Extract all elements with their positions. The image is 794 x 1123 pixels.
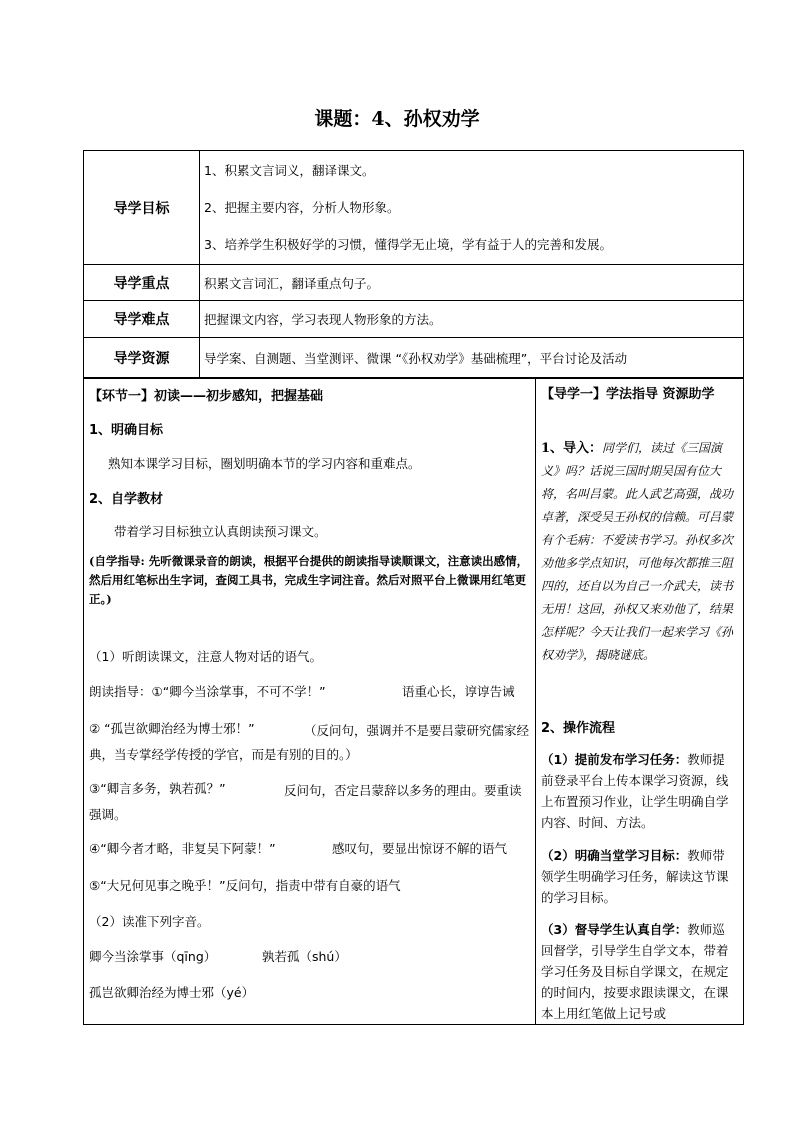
task-pronounce: （2）读准下列字音。 xyxy=(89,914,210,929)
section-title: 【环节一】初读——初步感知，把握基础 xyxy=(89,389,324,404)
focus-content: 积累文言词汇，翻译重点句子。 xyxy=(200,265,744,301)
reading-guide-1: 朗读指导：①“卿今当涂掌事，不可不学！” xyxy=(89,684,326,699)
goal-line-2: 2、把握主要内容，分析人物形象。 xyxy=(204,200,400,215)
step-2-text: 教师带领学生明确学习任务，解读这节课的学习目标。 xyxy=(541,848,729,905)
goal-line-3: 3、培养学生积极好学的习惯，懂得学无止境，学有益于人的完善和发展。 xyxy=(204,237,612,252)
step-3-title: （3）督导学生认真自学： xyxy=(541,922,688,937)
pinyin-2: 孰若孤（shú） xyxy=(262,949,347,964)
focus-label: 导学重点 xyxy=(84,265,200,301)
reading-guide-2-note: （反问句，强调并不是要吕蒙研究儒家经典，当专掌经学传授的学官，而是有别的目的。） xyxy=(89,723,530,762)
step-2 xyxy=(541,845,737,908)
step-3-text: 教师巡回督学，引导学生自学文本，带着学习任务及目标自学课文，在规定的时间内，按要求跟读课文，在课本上用红笔做上记号或 xyxy=(541,922,729,1021)
difficulty-row xyxy=(84,301,744,338)
reading-guide-4: ④“卿今者才略，非复吴下阿蒙！” xyxy=(89,841,276,856)
difficulty-label: 导学难点 xyxy=(84,301,200,338)
focus-row xyxy=(84,265,744,301)
resources-content: 导学案、自测题、当堂测评、微课 “《孙权劝学》基础梳理”，平台讨论及活动 xyxy=(200,338,744,378)
step-1 xyxy=(541,749,737,833)
reading-guide-3-note: 反问句，否定吕蒙辞以多务的理由。要重读强调。 xyxy=(89,783,522,822)
left-column xyxy=(84,379,536,1024)
process-heading: 2、操作流程 xyxy=(541,721,616,736)
goal-content xyxy=(200,151,744,265)
difficulty-content: 把握课文内容，学习表现人物形象的方法。 xyxy=(200,301,744,338)
pinyin-3: 孤岂欲卿治经为博士邪（yé） xyxy=(89,985,255,1000)
heading-selfstudy: 2、自学教材 xyxy=(89,492,164,507)
step-3 xyxy=(541,919,737,1024)
resources-label: 导学资源 xyxy=(84,338,200,378)
intro-heading: 1、导入： xyxy=(541,441,603,456)
reading-guide-3: ③“卿言多务，孰若孤？” xyxy=(89,781,226,796)
info-table xyxy=(83,150,744,378)
intro-text: 同学们，读过《三国演义》吗？话说三国时期吴国有位大将，名叫吕蒙。此人武艺高强，战功卓著，深受吴王孙权的信赖。可吕蒙有个毛病：不爱读书学习。孙权多次劝他多学点知识，可他每次都推三阻四的，还自以为自己一介武夫，读书无用！这回，孙权又来劝他了，结果怎样呢？今天让我们一起来学习《孙权劝学》，揭晓谜底。 xyxy=(541,441,734,662)
reading-guide-2: ② “孤岂欲卿治经为博士邪！” xyxy=(89,721,255,736)
page-title: 课题：4、孙权劝学 xyxy=(314,108,480,130)
intro-paragraph xyxy=(541,437,737,667)
selfstudy-text: 带着学习目标独立认真朗读预习课文。 xyxy=(114,524,327,539)
step-1-text: 教师提前登录平台上传本课学习资源，线上布置预习作业，让学生明确自学内容、时间、方法。 xyxy=(541,752,729,830)
reading-guide-4-note: 感叹句，要显出惊讶不解的语气 xyxy=(332,841,508,856)
reading-guide-5: ⑤“大兄何见事之晚乎！”反问句，指责中带有自豪的语气 xyxy=(89,878,401,893)
goal-line-1: 1、积累文言词义，翻译课文。 xyxy=(204,163,375,178)
pinyin-1: 卿今当涂掌事（qīng） xyxy=(89,949,217,964)
step-1-title: （1）提前发布学习任务： xyxy=(541,752,688,767)
goal-label: 导学目标 xyxy=(84,151,200,265)
resources-row xyxy=(84,338,744,378)
right-column xyxy=(536,379,743,1024)
goals-text: 熟知本课学习目标，圈划明确本节的学习内容和重难点。 xyxy=(108,456,421,471)
self-study-guide: (自学指导: 先听微课录音的朗读，根据平台提供的朗读指导读顺课文，注意读出感情，然后用红笔标出生字词，查阅工具书，完成生字词注音。然后对照平台上微课用红笔更正。) xyxy=(89,554,529,606)
heading-goals: 1、明确目标 xyxy=(89,423,164,438)
step-2-title: （2）明确当堂学习目标： xyxy=(541,848,688,863)
right-title: 【导学一】学法指导 资源助学 xyxy=(541,387,715,402)
content-row xyxy=(83,378,744,1025)
task-listen: （1）听朗读课文，注意人物对话的语气。 xyxy=(89,649,322,664)
reading-guide-1-note: 语重心长，谆谆告诫 xyxy=(402,684,515,699)
goal-row xyxy=(84,151,744,265)
